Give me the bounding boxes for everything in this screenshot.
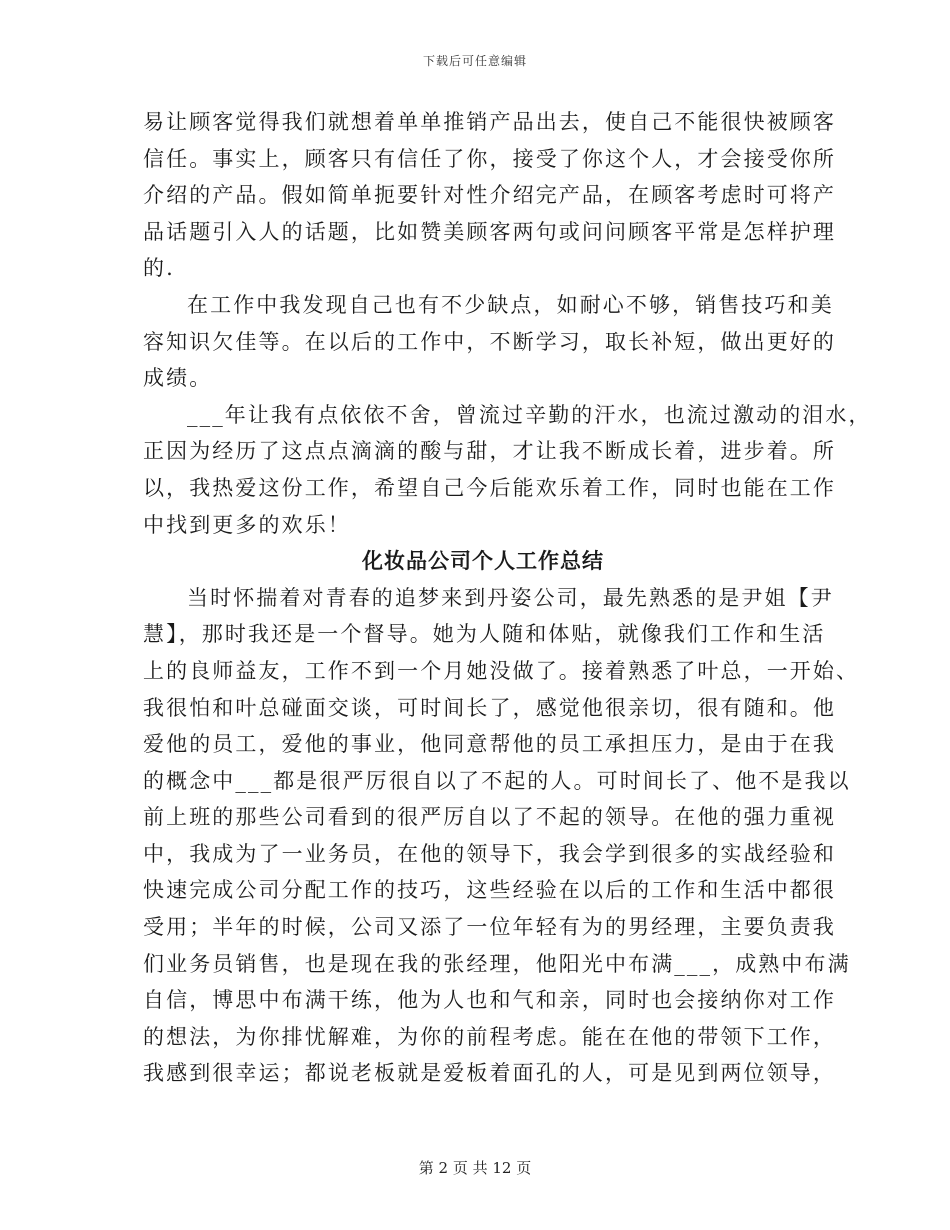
paragraph-line: 的概念中___都是很严厉很自以了不起的人。可时间长了、他不是我以	[143, 768, 851, 793]
paragraph-line: 的想法，为你排忧解难，为你的前程考虑。能在在他的带领下工作，	[143, 1024, 836, 1049]
paragraph-line: 以，我热爱这份工作，希望自己今后能欢乐着工作，同时也能在工作	[143, 475, 836, 500]
paragraph-line: 信任。事实上，顾客只有信任了你，接受了你这个人，才会接受你所	[143, 146, 836, 171]
page-header: 下载后可任意编辑	[422, 54, 527, 68]
paragraph-line: 的.	[143, 256, 175, 281]
paragraph-line: ___年让我有点依依不舍，曾流过辛勤的汗水，也流过激动的泪水，	[187, 402, 872, 427]
paragraph-line: 前上班的那些公司看到的很严厉自以了不起的领导。在他的强力重视	[143, 805, 836, 830]
paragraph-line: 我感到很幸运；都说老板就是爱板着面孔的人，可是见到两位领导，	[143, 1061, 836, 1086]
paragraph-line: 正因为经历了这点点滴滴的酸与甜，才让我不断成长着，进步着。所	[143, 439, 836, 464]
section-title: 化妆品公司个人工作总结	[362, 548, 604, 574]
paragraph-line: 自信，博思中布满干练，他为人也和气和亲，同时也会接纳你对工作	[143, 988, 836, 1013]
page-footer: 第 2 页 共 12 页	[418, 1159, 532, 1177]
paragraph-line: 在工作中我发现自己也有不少缺点，如耐心不够，销售技巧和美	[187, 292, 834, 317]
paragraph-line: 受用；半年的时候，公司又添了一位年轻有为的男经理，主要负责我	[143, 915, 836, 940]
paragraph-line: 我很怕和叶总碰面交谈，可时间长了，感觉他很亲切，很有随和。他	[143, 695, 836, 720]
paragraph-line: 上的良师益友，工作不到一个月她没做了。接着熟悉了叶总，一开始、	[143, 658, 860, 683]
document-body	[143, 104, 872, 1092]
paragraph-line: 中找到更多的欢乐！	[143, 512, 351, 537]
paragraph-line: 介绍的产品。假如简单扼要针对性介绍完产品，在顾客考虑时可将产	[143, 183, 836, 208]
paragraph-line: 品话题引入人的话题，比如赞美顾客两句或问问顾客平常是怎样护理	[143, 219, 836, 244]
paragraph-line: 中，我成为了一业务员，在他的领导下，我会学到很多的实战经验和	[143, 841, 836, 866]
paragraph-line: 易让顾客觉得我们就想着单单推销产品出去，使自己不能很快被顾客	[143, 110, 836, 134]
paragraph-line: 容知识欠佳等。在以后的工作中，不断学习，取长补短，做出更好的	[143, 329, 836, 354]
paragraph-line: 当时怀揣着对青春的追梦来到丹姿公司，最先熟悉的是尹姐【尹	[187, 585, 834, 610]
paragraph-line: 们业务员销售，也是现在我的张经理，他阳光中布满___，成熟中布满	[143, 951, 851, 976]
paragraph-line: 慧】，那时我还是一个督导。她为人随和体贴，就像我们工作和生活	[143, 622, 826, 647]
paragraph-line: 成绩。	[143, 366, 213, 391]
paragraph-line: 快速完成公司分配工作的技巧，这些经验在以后的工作和生活中都很	[143, 878, 836, 903]
paragraph-line: 爱他的员工，爱他的事业，他同意帮他的员工承担压力，是由于在我	[143, 732, 836, 757]
